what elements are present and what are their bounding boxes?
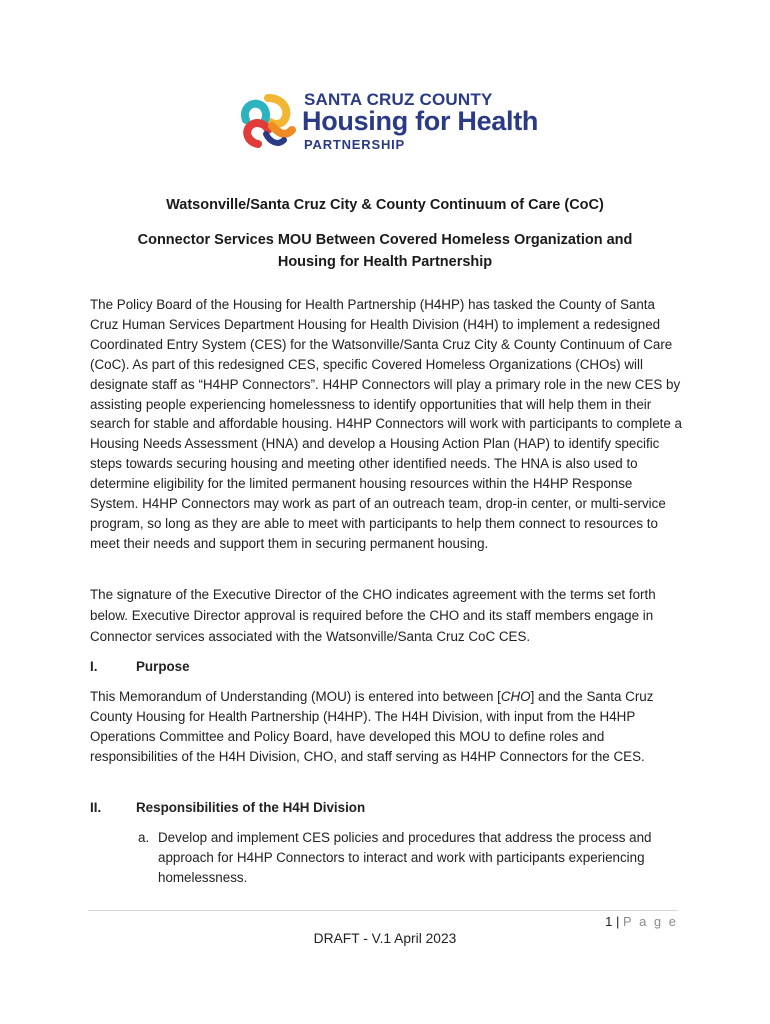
document-subtitle [0,229,770,273]
list-item-text: Develop and implement CES policies and procedures that address the process and approach for H4HP Connectors to interact and work with participants experiencing homelessness. [158,830,652,885]
section-number: I. [90,659,98,674]
document-title: Watsonville/Santa Cruz City & County Continuum of Care (CoC) [166,197,604,213]
purpose-text-italic: CHO [500,689,531,704]
section-title: Purpose [136,659,190,674]
h4hp-logo [236,88,546,154]
purpose-text-after: ] and the Santa Cruz County Housing for Health Partnership (H4HP). The H4H Division, with input from the H4HP Operations Committee and Policy Board, have developed this MOU to define roles and responsibilities of the H4H Division, CHO, and staff serving as H4HP Connectors for the CES. [90,689,654,764]
logo-partnership-text: PARTNERSHIP [304,137,406,152]
draft-footer: DRAFT - V.1 April 2023 [313,931,457,946]
footer-divider [88,910,678,911]
subtitle-line-2: Housing for Health Partnership [277,254,493,270]
section-title: Responsibilities of the H4H Division [136,800,366,815]
purpose-text-before: This Memorandum of Understanding (MOU) is entered into between [ [90,689,501,704]
subtitle-line-1: Connector Services MOU Between Covered Homeless Organization and [137,232,633,248]
logo-main-text: Housing for Health [302,106,539,136]
knot-logo-icon [236,90,300,154]
section-number: II. [90,800,102,815]
signature-paragraph: The signature of the Executive Director of the CHO indicates agreement with the terms set forth below. Executive Director approval is required before the CHO and its staff members engage in Connector services associated with the Watsonville/Santa Cruz CoC CES. [90,587,656,644]
page-number-separator: | [616,914,620,929]
page-number-word: P a g e [623,914,678,929]
page-number [605,914,678,929]
intro-paragraph: The Policy Board of the Housing for Health Partnership (H4HP) has tasked the County of Santa Cruz Human Services Department Housing for Health Division (H4H) to implement a redesigned Coordinated Entry System (CES) for the Watsonville/Santa Cruz City & County Continuum of Care (CoC). As part of this redesigned CES, specific Covered Homeless Organizations (CHOs) will designate staff as “H4HP Connectors”. H4HP Connectors will play a primary role in the new CES by assisting people experiencing homelessness to identify opportunities that will help them in their search for stable and affordable housing. H4HP Connectors will work with participants to complete a Housing Needs Assessment (HNA) and develop a Housing Action Plan (HAP) to identify specific steps towards securing housing and meeting other identified needs. The HNA is also used to determine eligibility for the limited permanent housing resources within the H4HP Response System. H4HP Connectors may work as part of an outreach team, drop-in center, or multi-service program, so long as they are able to meet with participants to help them connect to resources to meet their needs and support them in securing permanent housing. [90,297,682,551]
list-item-letter: a. [138,830,150,845]
logo-county-text: SANTA CRUZ COUNTY [304,90,493,109]
page-number-value: 1 [605,914,613,929]
purpose-paragraph [90,687,682,767]
